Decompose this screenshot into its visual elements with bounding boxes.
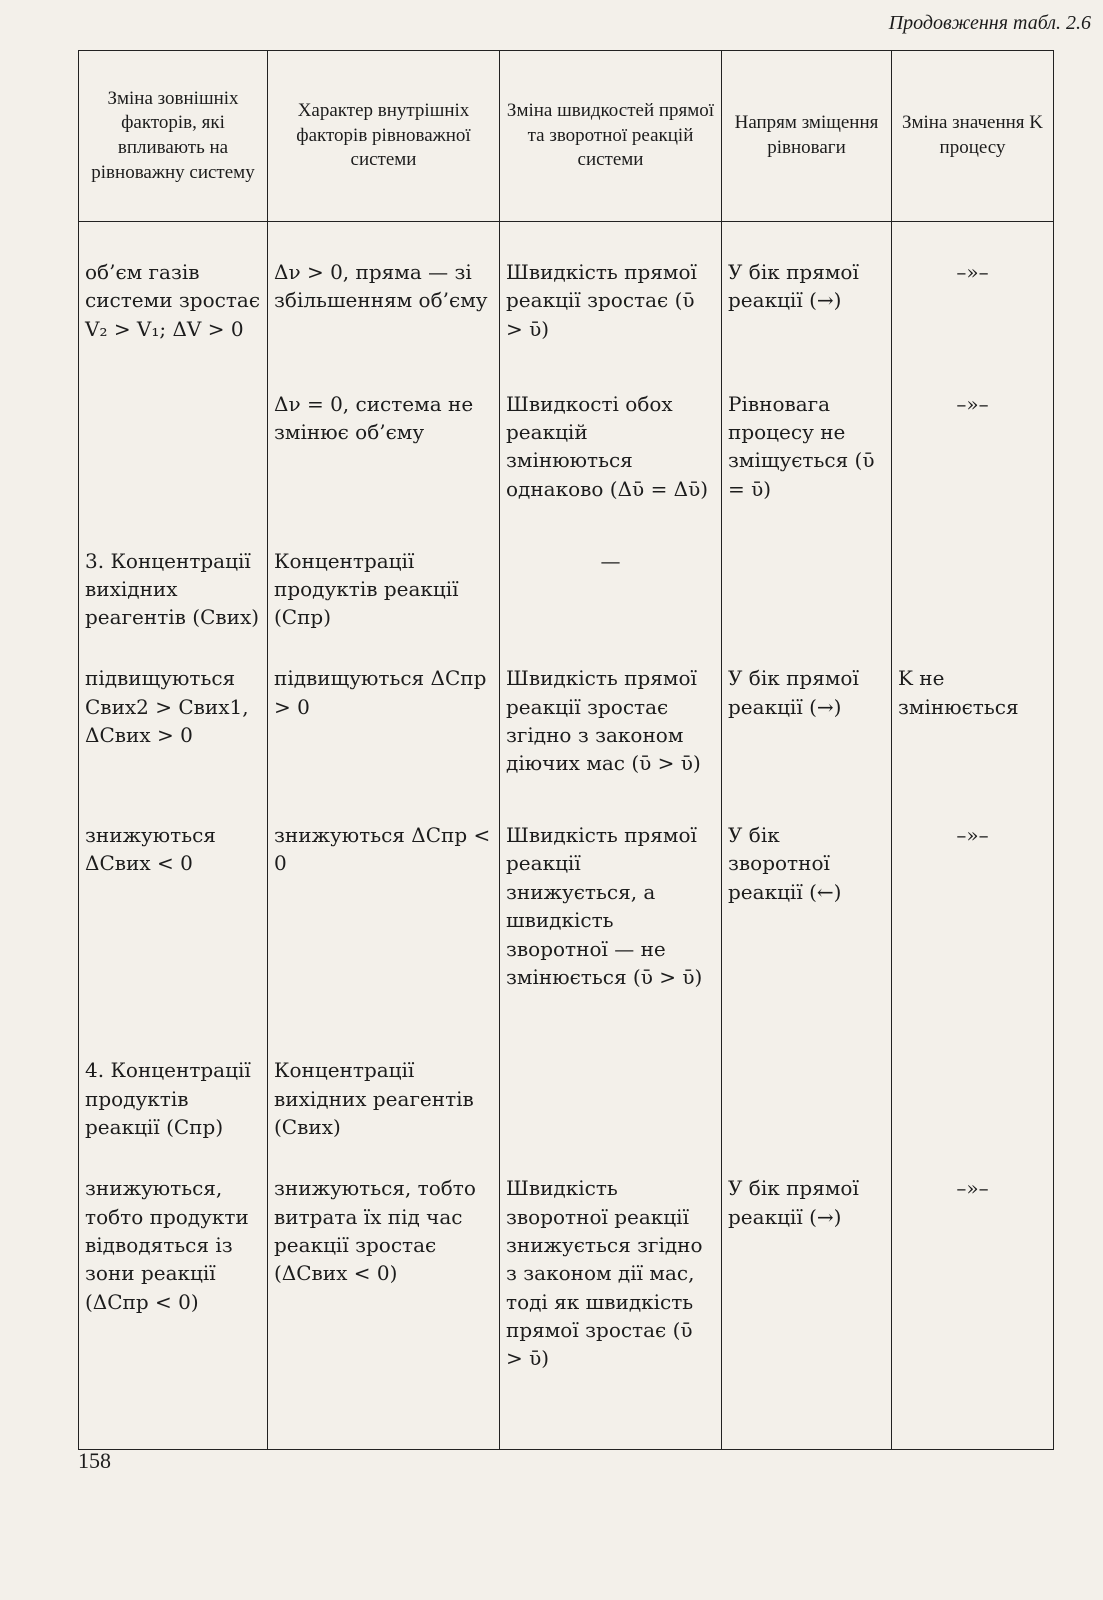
page-number: 158 bbox=[78, 1448, 111, 1473]
table-row bbox=[79, 821, 1054, 1056]
header-external-factors: Зміна зовнішніх факторів, які впливають на рівноважну систему bbox=[79, 51, 268, 222]
cell-k: –»– bbox=[892, 222, 1054, 390]
cell-internal: знижуються, тобто витрата їх під час реакції зростає (ΔCвих < 0) bbox=[268, 1174, 500, 1449]
cell-external: 4. Концентрації продуктів реакції (Cпр) bbox=[79, 1056, 268, 1174]
cell-rates: Швидкість зворотної реакції знижується згідно з законом дії мас, тоді як швидкість прямої зростає (ῡ > ῡ) bbox=[500, 1174, 722, 1449]
cell-direction: Рівновага процесу не зміщується (ῡ = ῡ) bbox=[722, 390, 892, 547]
cell-external: підвищуються Cвих2 > Cвих1, ΔCвих > 0 bbox=[79, 664, 268, 821]
cell-internal: підвищуються ΔCпр > 0 bbox=[268, 664, 500, 821]
cell-internal: Концентрації продуктів реакції (Cпр) bbox=[268, 547, 500, 665]
cell-external: знижуються, тобто продукти відводяться із зони реакції (ΔCпр < 0) bbox=[79, 1174, 268, 1449]
cell-internal: Δν > 0, пряма — зі збільшенням об’єму bbox=[268, 222, 500, 390]
table-header-row bbox=[79, 51, 1054, 222]
cell-direction: У бік прямої реакції (→) bbox=[722, 1174, 892, 1449]
table-row bbox=[79, 664, 1054, 821]
cell-direction bbox=[722, 547, 892, 665]
header-shift-direction: Напрям зміщення рівноваги bbox=[722, 51, 892, 222]
cell-rates: Швидкість прямої реакції зростає (ῡ > ῡ) bbox=[500, 222, 722, 390]
table-row bbox=[79, 390, 1054, 547]
cell-k: –»– bbox=[892, 390, 1054, 547]
cell-k bbox=[892, 547, 1054, 665]
table-row bbox=[79, 1056, 1054, 1174]
header-internal-factors: Характер внутрішніх факторів рівноважної системи bbox=[268, 51, 500, 222]
header-rate-change: Зміна швидкостей прямої та зворотної реакцій системи bbox=[500, 51, 722, 222]
continuation-caption: Продовження табл. 2.6 bbox=[888, 12, 1091, 34]
cell-direction: У бік прямої реакції (→) bbox=[722, 222, 892, 390]
equilibrium-table bbox=[78, 50, 1054, 1450]
cell-rates: Швидкість прямої реакції зростає згідно з законом діючих мас (ῡ > ῡ) bbox=[500, 664, 722, 821]
cell-external: знижуються ΔCвих < 0 bbox=[79, 821, 268, 1056]
cell-k: K не змінюється bbox=[892, 664, 1054, 821]
cell-direction: У бік прямої реакції (→) bbox=[722, 664, 892, 821]
cell-k: –»– bbox=[892, 1174, 1054, 1449]
cell-internal: знижуються ΔCпр < 0 bbox=[268, 821, 500, 1056]
table-row bbox=[79, 222, 1054, 390]
cell-internal: Концентрації вихідних реагентів (Cвих) bbox=[268, 1056, 500, 1174]
cell-k: –»– bbox=[892, 821, 1054, 1056]
cell-rates: Швидкості обох реакцій змінюються однаково (Δῡ = Δῡ) bbox=[500, 390, 722, 547]
cell-internal: Δν = 0, система не змінює об’єму bbox=[268, 390, 500, 547]
cell-external: об’єм газів системи зростає V₂ > V₁; ΔV > 0 bbox=[79, 222, 268, 390]
cell-external bbox=[79, 390, 268, 547]
table-row bbox=[79, 1174, 1054, 1449]
table-row bbox=[79, 547, 1054, 665]
cell-rates bbox=[500, 1056, 722, 1174]
cell-direction bbox=[722, 1056, 892, 1174]
cell-direction: У бік зворотної реакції (←) bbox=[722, 821, 892, 1056]
cell-rates: Швидкість прямої реакції знижується, а швидкість зворотної — не змінюється (ῡ > ῡ) bbox=[500, 821, 722, 1056]
cell-rates: — bbox=[500, 547, 722, 665]
header-k-change: Зміна значення K процесу bbox=[892, 51, 1054, 222]
cell-k bbox=[892, 1056, 1054, 1174]
cell-external: 3. Концентрації вихідних реагентів (Cвих) bbox=[79, 547, 268, 665]
